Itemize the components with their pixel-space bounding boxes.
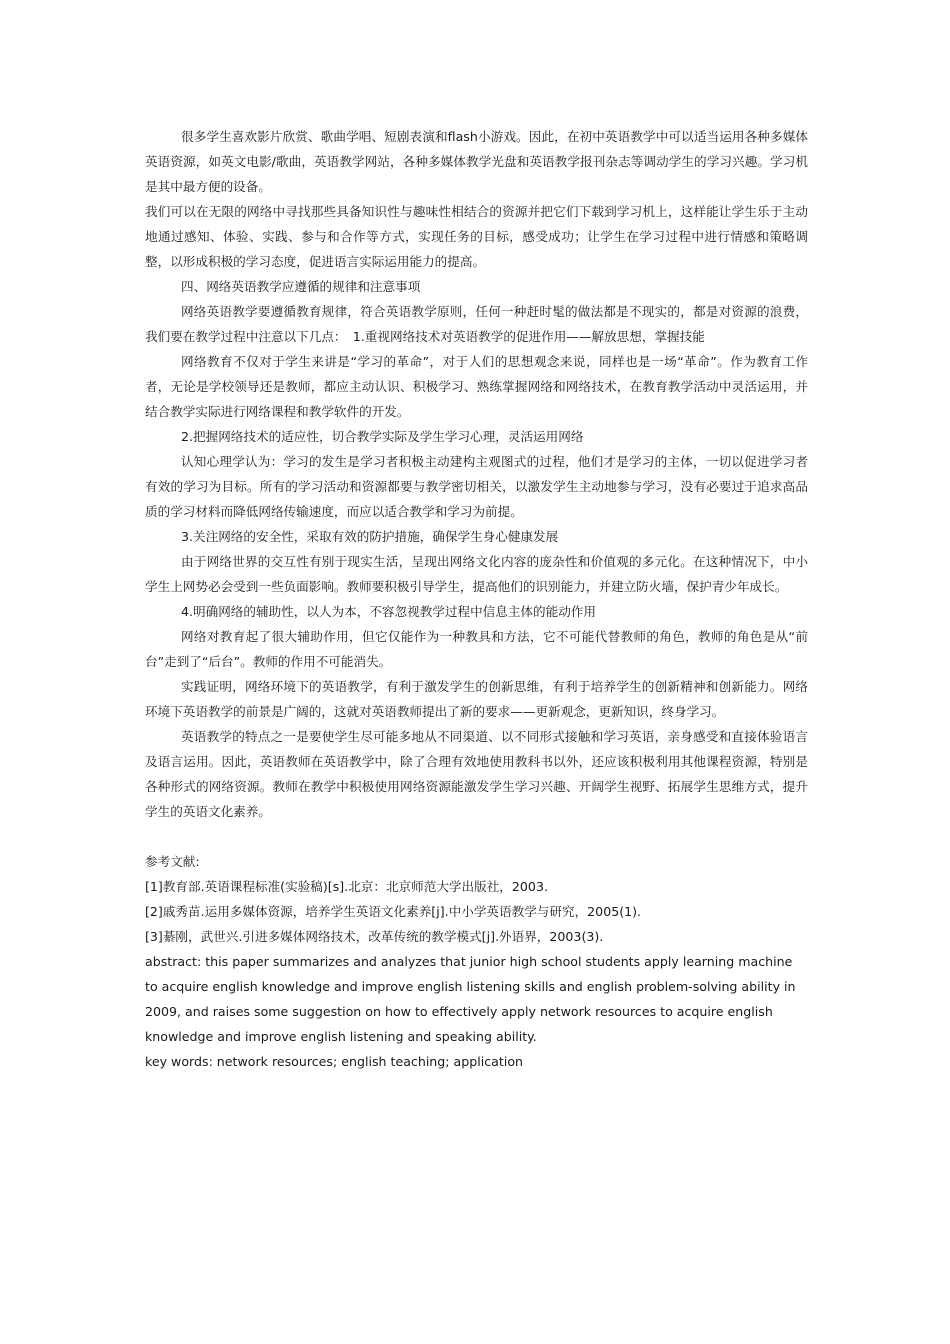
paragraph-cognitive: 认知心理学认为：学习的发生是学习者积极主动建构主观图式的过程，他们才是学习的主体，一切以促进学习者有效的学习为目标。所有的学习活动和资源都要与教学密切相关，以激发学生主动地参与学习，没有必要过于追求高品质的学习材料而降低网络传输速度，而应以适合教学和学习为前提。 [145, 454, 808, 519]
paragraph-practice: 实践证明，网络环境下的英语教学，有利于激发学生的创新思维，有利于培养学生的创新精神和创新能力。网络环境下英语教学的前景是广阔的，这就对英语教师提出了新的要求——更新观念，更新知识，终身学习。 [145, 679, 808, 719]
references-heading: 参考文献: [145, 854, 200, 869]
paragraph-revolution: 网络教育不仅对于学生来讲是“学习的革命”，对于人们的思想观念来说，同样也是一场“革命”。作为教育工作者，无论是学校领导还是教师，都应主动认识、积极学习、熟练掌握网络和网络技术，在教育教学活动中灵活运用，并结合教学实际进行网络课程和教学软件的开发。 [145, 354, 808, 419]
section-heading-4: 四、网络英语教学应遵循的规律和注意事项 [181, 279, 421, 294]
subheading-3: 3.关注网络的安全性，采取有效的防护措施，确保学生身心健康发展 [181, 529, 559, 544]
paragraph-principles: 网络英语教学要遵循教育规律，符合英语教学原则，任何一种赶时髦的做法都是不现实的，都是对资源的浪费，我们要在教学过程中注意以下几点： 1.重视网络技术对英语教学的促进作用——解放思想，掌握技能 [145, 304, 808, 344]
paragraph-safety: 由于网络世界的交互性有别于现实生活，呈现出网络文化内容的庞杂性和价值观的多元化。在这种情况下，中小学生上网势必会受到一些负面影响。教师要积极引导学生，提高他们的识别能力，并建立防火墙，保护青少年成长。 [145, 554, 808, 594]
spacer [145, 824, 808, 849]
paragraph-multimedia: 很多学生喜欢影片欣赏、歌曲学唱、短剧表演和flash小游戏。因此，在初中英语教学中可以适当运用各种多媒体英语资源，如英文电影/歌曲，英语教学网站，各种多媒体教学光盘和英语教学报刊杂志等调动学生的学习兴趣。学习机是其中最方便的设备。 [145, 129, 808, 194]
reference-item-1: [1]教育部.英语课程标准(实验稿)[s].北京：北京师范大学出版社，2003. [145, 879, 548, 894]
paragraph-conclusion: 英语教学的特点之一是要使学生尽可能多地从不同渠道、以不同形式接触和学习英语，亲身感受和直接体验语言及语言运用。因此，英语教师在英语教学中，除了合理有效地使用教科书以外，还应该积极利用其他课程资源，特别是各种形式的网络资源。教师在教学中积极使用网络资源能激发学生学习兴趣、开阔学生视野、拓展学生思维方式，提升学生的英语文化素养。 [145, 729, 808, 819]
abstract: abstract: this paper summarizes and analyzes that junior high school students apply learning machine to acquire english knowledge and improve english listening skills and english problem-solving ability in 2009, and raises some suggestion on how to effectively apply network resources to acquire english knowledge and improve english listening and speaking ability. [145, 954, 796, 1044]
reference-item-2: [2]戚秀苗.运用多媒体资源，培养学生英语文化素养[j].中小学英语教学与研究，2005(1). [145, 904, 642, 919]
reference-item-3: [3]綦刚，武世兴.引进多媒体网络技术，改革传统的教学模式[j].外语界，2003(3). [145, 929, 604, 944]
paragraph-assistive: 网络对教育起了很大辅助作用，但它仅能作为一种教具和方法，它不可能代替教师的角色，教师的角色是从“前台”走到了“后台”。教师的作用不可能消失。 [145, 629, 808, 669]
subheading-2: 2.把握网络技术的适应性，切合教学实际及学生学习心理，灵活运用网络 [181, 429, 584, 444]
document-page [145, 124, 808, 1074]
paragraph-network-resources: 我们可以在无限的网络中寻找那些具备知识性与趣味性相结合的资源并把它们下载到学习机上，这样能让学生乐于主动地通过感知、体验、实践、参与和合作等方式，实现任务的目标，感受成功；让学生在学习过程中进行情感和策略调整，以形成积极的学习态度，促进语言实际运用能力的提高。 [145, 204, 808, 269]
keywords: key words: network resources; english teaching; application [145, 1054, 524, 1069]
subheading-4: 4.明确网络的辅助性，以人为本，不容忽视教学过程中信息主体的能动作用 [181, 604, 597, 619]
